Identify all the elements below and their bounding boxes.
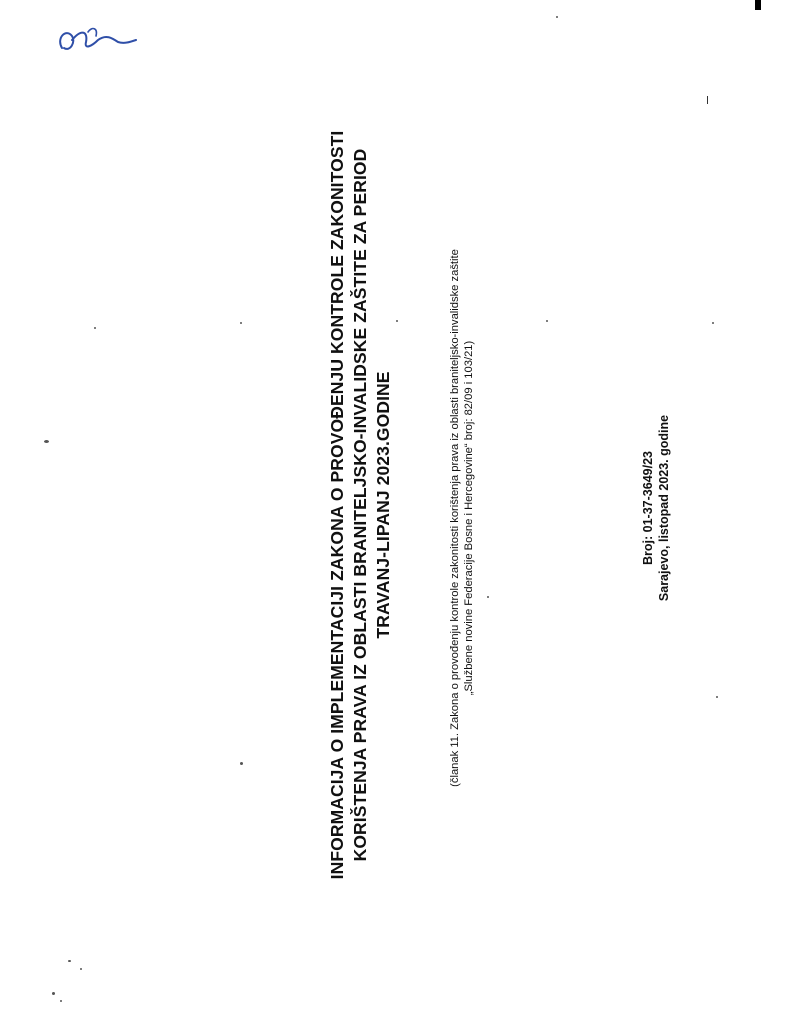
scan-speck [52,992,55,995]
scan-speck [240,322,242,324]
scan-speck [94,327,96,329]
title-line-1: INFORMACIJA O IMPLEMENTACIJI ZAKONA O PROVOĐENJU KONTROLE ZAKONITOSTI [327,130,347,880]
reference-number: Broj: 01-37-3649/23 [641,451,655,565]
handwritten-signature [52,18,142,68]
scan-speck [546,320,548,322]
legal-basis-line-1: (članak 11. Zakona o provođenju kontrole zakonitosti korištenja prava iz oblasti braniteljsko-invalidske zaštite [449,249,461,787]
scan-corner-mark [755,0,761,10]
document-title [326,95,406,915]
scan-speck [68,960,71,962]
legal-basis-line-2: „Službene novine Federacije Bosne i Hercegovine“ broj: 82/09 i 103/21) [463,340,475,696]
title-line-2: KORIŠTENJA PRAVA IZ OBLASTI BRANITELJSKO-INVALIDSKE ZAŠTITE ZA PERIOD [350,148,370,862]
title-line-3: TRAVANJ-LIPANJ 2023.GODINE [373,371,393,639]
scan-speck [240,762,243,765]
place-date: Sarajevo, listopad 2023. godine [657,414,671,602]
scan-speck [60,1000,62,1002]
scan-speck [487,596,489,598]
legal-basis [448,138,488,898]
scan-speck [556,16,558,18]
scan-speck [44,440,49,443]
scan-speck [396,320,398,322]
scan-speck [716,696,718,698]
scan-speck [712,322,714,324]
scan-speck [80,968,82,970]
reference-block [640,368,680,648]
scan-edge-tick [707,96,708,104]
